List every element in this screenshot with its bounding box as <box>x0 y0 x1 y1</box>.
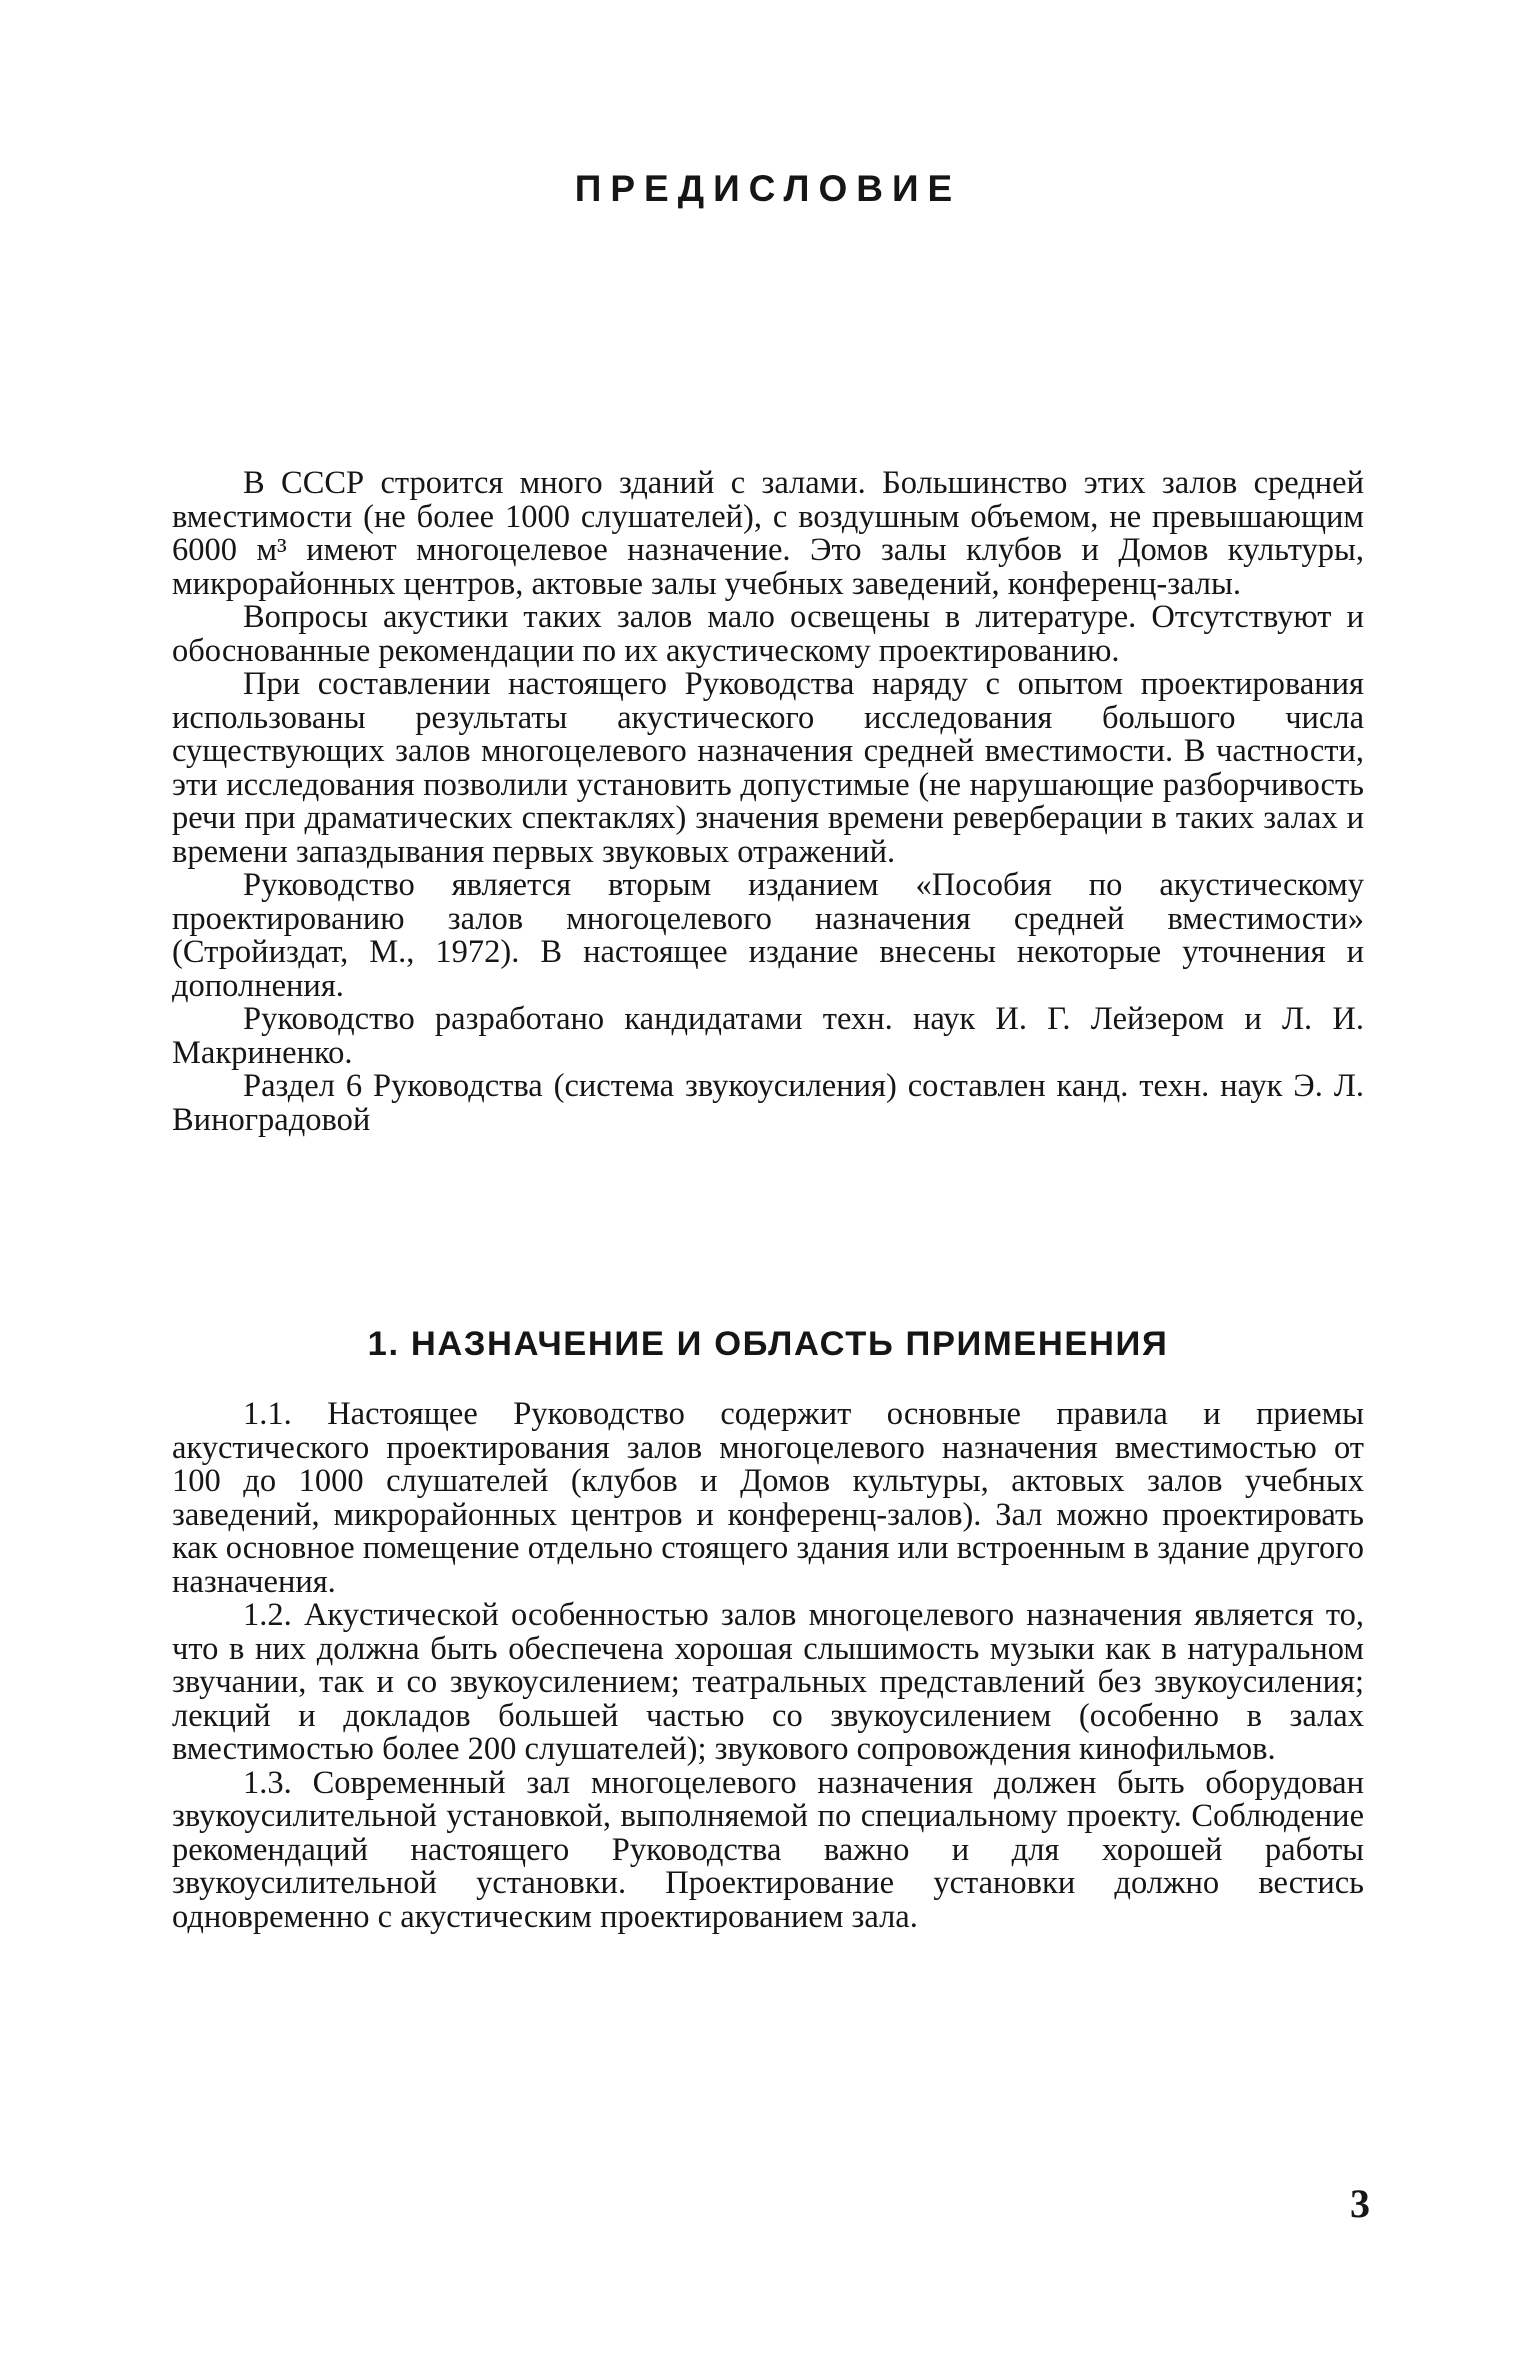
section-heading: 1. НАЗНАЧЕНИЕ И ОБЛАСТЬ ПРИМЕНЕНИЯ <box>367 1325 1169 1363</box>
section-text <box>172 1398 1364 1934</box>
page-title: ПРЕДИСЛОВИЕ <box>574 168 962 209</box>
preface-paragraph: Руководство является вторым изданием «Пособия по акустическому проектированию залов многоцелевого назначения средней вместимости» (Стройиздат, М., 1972). В настоящее издание внесены некоторые уточнения и дополнения. <box>172 867 1364 1004</box>
section-paragraph: 1.3. Современный зал многоцелевого назначения должен быть оборудован звукоусилительной установкой, выполняемой по специальному проекту. Соблюдение рекомендаций настоящего Руководства важно и для хорошей работы звукоусилительной установки. Проектирование установки должно вестись одновременно с акустическим проектированием зала. <box>172 1764 1364 1935</box>
page-number: 3 <box>1350 2181 1370 2226</box>
preface-paragraph: При составлении настоящего Руководства наряду с опытом проектирования использованы результаты акустического исследования большого числа существующих залов многоцелевого назначения средней вместимости. В частности, эти исследования позволили установить допустимые (не нарушающие разборчивость речи при драматических спектаклях) значения времени реверберации в таких залах и времени запаздывания первых звуковых отражений. <box>172 666 1364 870</box>
preface-paragraph: Раздел 6 Руководства (система звукоусиления) составлен канд. техн. наук Э. Л. Виноградовой <box>172 1068 1364 1138</box>
section-paragraph: 1.2. Акустической особенностью залов многоцелевого назначения является то, что в них должна быть обеспечена хорошая слышимость музыки как в натуральном звучании, так и со звукоусилением; театральных представлений без звукоусиления; лекций и докладов большей частью со звукоусилением (особенно в залах вместимостью более 200 слушателей); звукового сопровождения кинофильмов. <box>172 1597 1364 1767</box>
preface-paragraph: В СССР строится много зданий с залами. Большинство этих залов средней вместимости (не более 1000 слушателей), с воздушным объемом, не превышающим 6000 м³ имеют многоцелевое назначение. Это залы клубов и Домов культуры, микрорайонных центров, актовые залы учебных заведений, конференц-залы. <box>172 465 1364 602</box>
preface-paragraph: Руководство разработано кандидатами техн. наук И. Г. Лейзером и Л. И. Макриненко. <box>172 1001 1364 1071</box>
preface-text <box>172 467 1364 1137</box>
section-paragraph: 1.1. Настоящее Руководство содержит основные правила и приемы акустического проектирования залов многоцелевого назначения вместимостью от 100 до 1000 слушателей (клубов и Домов культуры, актовых залов учебных заведений, микрорайонных центров и конференц-залов). Зал можно проектировать как основное помещение отдельно стоящего здания или встроенным в здание другого назначения. <box>172 1396 1364 1600</box>
preface-paragraph: Вопросы акустики таких залов мало освещены в литературе. Отсутствуют и обоснованные рекомендации по их акустическому проектированию. <box>172 599 1364 669</box>
